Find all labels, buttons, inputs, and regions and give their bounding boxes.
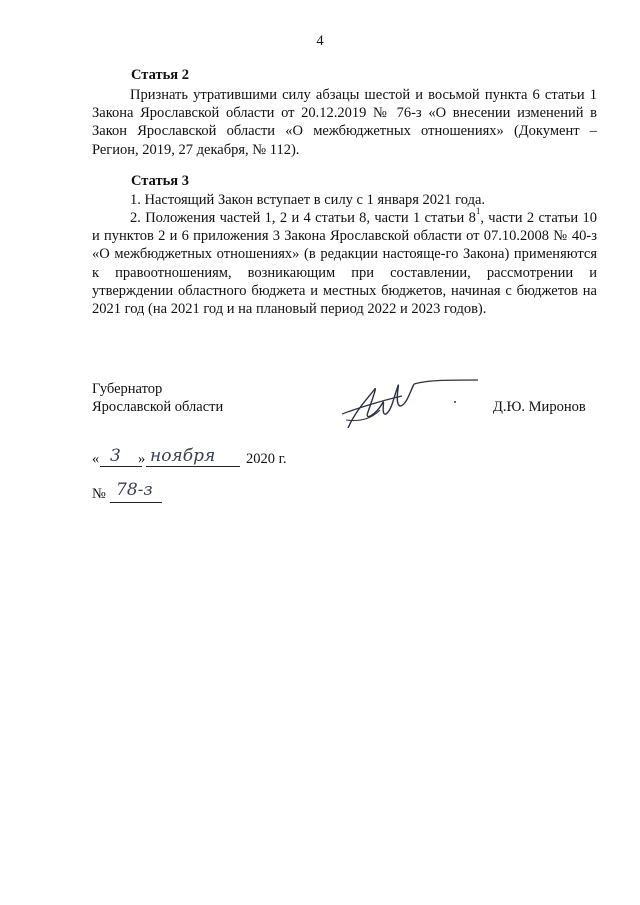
article-2-title: Статья 2 (131, 67, 189, 83)
date-year: 2020 г. (246, 451, 287, 467)
handwritten-signature (328, 370, 478, 440)
superscript-index: 1 (475, 206, 481, 216)
position-title-line-1: Губернатор (92, 381, 163, 397)
signatory-name: Д.Ю. Миронов (493, 399, 586, 415)
position-title-line-2: Ярославской области (92, 399, 224, 415)
date-close-quote: » (138, 451, 146, 467)
article-3-paragraph-2 (92, 206, 597, 318)
date-day-handwritten: 3 (110, 446, 121, 466)
article-3-paragraph-2-rest: , части 2 статьи 10 и пунктов 2 и 6 приложения 3 Закона Ярославской области от 07.10.2008 № 40-з «О межбюджетных отношениях» (в редакции настояще-го Закона) применяются к правоотношениям, возникающим при составлении, рассмотрении и утверждении областного бюджета и местных бюджетов, начиная с бюджетов на 2021 год (на 2021 год и на плановый период 2022 и 2023 годов). (92, 210, 597, 318)
date-day-underline (100, 466, 142, 467)
date-month-handwritten: ноября (150, 446, 216, 466)
date-open-quote: « (92, 451, 100, 467)
number-sign: № (92, 486, 106, 502)
article-2-text: Признать утратившими силу абзацы шестой и восьмой пункта 6 статьи 1 Закона Ярославской области от 20.12.2019 № 76-з «О внесении изменений в Закон Ярославской области «О межбюджетных отношениях» (Документ – Регион, 2019, 27 декабря, № 112). (92, 87, 597, 158)
article-3-paragraph-1: 1. Настоящий Закон вступает в силу с 1 января 2021 года. (130, 192, 486, 208)
page-number: 4 (316, 33, 324, 49)
law-number-underline (110, 502, 162, 503)
law-number-handwritten: 78-з (116, 480, 153, 500)
article-3-paragraph-2-start: 2. Положения частей 1, 2 и 4 статьи 8, части 1 статьи 8 (130, 210, 476, 226)
date-month-underline (146, 466, 240, 467)
article-3-title: Статья 3 (131, 173, 189, 189)
